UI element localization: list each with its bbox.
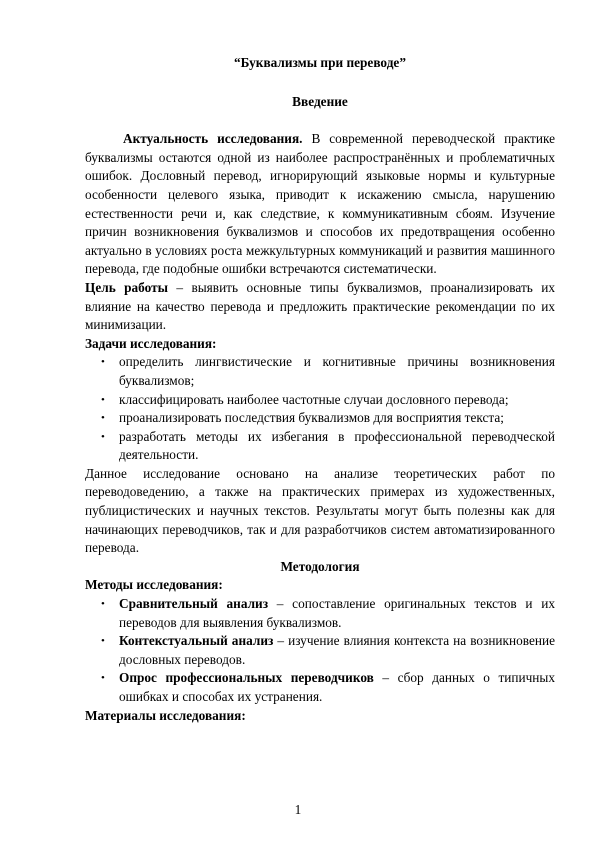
- materials-heading: Материалы исследования:: [85, 707, 246, 723]
- basis-paragraph: Данное исследование основано на анализе теоретических работ по переводоведению, а также на практических примерах из художественных, публицистических и научных текстов. Результаты могут быть полезны как для начинающих переводчиков, так и для разработчиков систем автоматизированного перевода.: [85, 465, 555, 556]
- list-item: • Опрос профессиональных переводчиков – сбор данных о типичных ошибках и способах их устранения.: [101, 670, 555, 704]
- list-item: • Сравнительный анализ – сопоставление оригинальных текстов и их переводов для выявления буквализмов.: [101, 596, 555, 630]
- tasks-heading: Задачи исследования:: [85, 335, 217, 351]
- relevance-label: Актуальность исследования.: [123, 131, 303, 147]
- methods-heading: Методы исследования:: [85, 577, 223, 593]
- tasks-list: [85, 353, 555, 465]
- relevance-text: В современной переводческой практике буквализмы остаются одной из наиболее распространённых и проблематичных ошибок. Дословный перевод, игнорирующий языковые нормы и культурные особенности целевого языка, приводит к искажению смысла, нарушению естественности речи и, как следствие, к коммуникативным сбоям. Изучение причин возникновения буквализмов и способов их предотвращения особенно актуально в условиях роста межкультурных коммуникаций и развития машинного перевода, где подобные ошибки встречаются систематически.: [85, 131, 555, 277]
- section-heading-methodology: Методология: [280, 558, 360, 574]
- bullet-icon: •: [101, 672, 105, 685]
- section-heading-introduction: Введение: [292, 93, 348, 109]
- list-item: • Контекстуальный анализ – изучение влияния контекста на возникновение дословных переводов.: [101, 633, 556, 667]
- list-item: • проанализировать последствия буквализмов для восприятия текста;: [85, 409, 555, 428]
- page-number: 1: [294, 802, 302, 817]
- list-item: • разработать методы их избегания в профессиональной переводческой деятельности.: [101, 428, 555, 463]
- bullet-icon: •: [101, 412, 105, 425]
- bullet-icon: •: [101, 393, 105, 406]
- goal-text: – выявить основные типы буквализмов, проанализировать их влияние на качество перевода и предложить практические рекомендации по их минимизации.: [85, 279, 555, 333]
- list-item: • определить лингвистические и когнитивные причины возникновения буквализмов;: [101, 354, 555, 388]
- relevance-paragraph: [85, 130, 555, 279]
- goal-paragraph: [85, 279, 555, 335]
- methods-list: [85, 595, 555, 707]
- goal-label: Цель работы: [85, 279, 169, 295]
- bullet-icon: •: [101, 430, 105, 443]
- list-item: • классифицировать наиболее частотные случаи дословного перевода;: [85, 391, 555, 410]
- bullet-icon: •: [101, 356, 105, 369]
- bullet-icon: •: [101, 598, 105, 611]
- document-page: [85, 54, 555, 725]
- bullet-icon: •: [101, 635, 105, 648]
- document-title: “Буквализмы при переводе”: [234, 55, 406, 70]
